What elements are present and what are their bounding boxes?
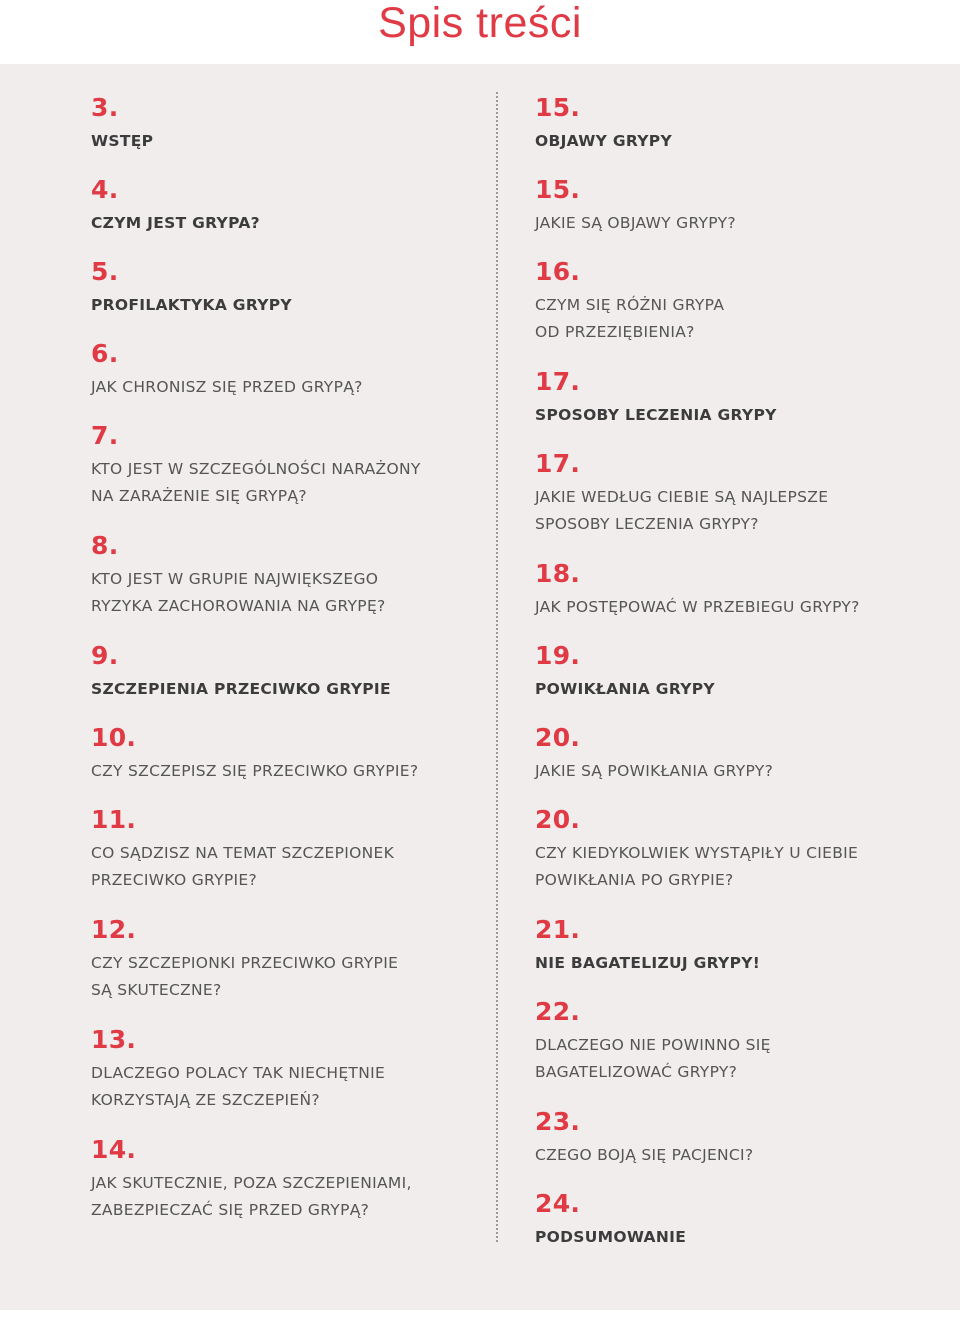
entry-title: JAKIE SĄ OBJAWY GRYPY?	[535, 214, 736, 232]
page-number: 15.	[535, 175, 581, 204]
column-divider	[496, 92, 498, 1242]
page-number: 10.	[91, 723, 137, 752]
toc-entry[interactable]	[91, 805, 491, 894]
entry-title: CZYM SIĘ RÓŻNI GRYPA OD PRZEZIĘBIENIA?	[535, 296, 725, 341]
entry-title: JAKIE SĄ POWIKŁANIA GRYPY?	[535, 762, 774, 780]
entry-title: CO SĄDZISZ NA TEMAT SZCZEPIONEK PRZECIWKO GRYPIE?	[91, 844, 395, 889]
entry-title: CZEGO BOJĄ SIĘ PACJENCI?	[535, 1146, 754, 1164]
entry-title: JAKIE WEDŁUG CIEBIE SĄ NAJLEPSZE SPOSOBY LECZENIA GRYPY?	[535, 488, 829, 533]
toc-entry[interactable]	[535, 915, 935, 977]
toc-entry[interactable]	[91, 641, 491, 703]
toc-entry[interactable]	[91, 723, 491, 785]
toc-entry[interactable]	[535, 449, 935, 538]
toc-entry[interactable]	[535, 997, 935, 1086]
page-number: 20.	[535, 723, 581, 752]
page-number: 7.	[91, 421, 119, 450]
entry-title: CZY SZCZEPIONKI PRZECIWKO GRYPIE SĄ SKUTECZNE?	[91, 954, 399, 999]
toc-entry[interactable]	[91, 257, 491, 319]
toc-entry[interactable]	[535, 641, 935, 703]
page-number: 8.	[91, 531, 119, 560]
entry-title: NIE BAGATELIZUJ GRYPY!	[535, 954, 761, 972]
toc-entry[interactable]	[91, 1025, 491, 1114]
page-title: Spis treści	[378, 0, 582, 47]
page-number: 13.	[91, 1025, 137, 1054]
page-number: 9.	[91, 641, 119, 670]
entry-title: WSTĘP	[91, 132, 154, 150]
page-number: 16.	[535, 257, 581, 286]
entry-title: CZY KIEDYKOLWIEK WYSTĄPIŁY U CIEBIE POWIKŁANIA PO GRYPIE?	[535, 844, 859, 889]
entry-title: PROFILAKTYKA GRYPY	[91, 296, 292, 314]
page-number: 17.	[535, 367, 581, 396]
toc-entry[interactable]	[535, 93, 935, 155]
toc-entry[interactable]	[535, 805, 935, 894]
toc-entry[interactable]	[91, 915, 491, 1004]
entry-title: JAK SKUTECZNIE, POZA SZCZEPIENIAMI, ZABEZPIECZAĆ SIĘ PRZED GRYPĄ?	[91, 1174, 412, 1219]
toc-entry[interactable]	[91, 421, 491, 510]
entry-title: PODSUMOWANIE	[535, 1228, 687, 1246]
page-number: 17.	[535, 449, 581, 478]
toc-entry[interactable]	[535, 257, 935, 346]
entry-title: SZCZEPIENIA PRZECIWKO GRYPIE	[91, 680, 391, 698]
page-number: 11.	[91, 805, 137, 834]
page-number: 21.	[535, 915, 581, 944]
entry-title: POWIKŁANIA GRYPY	[535, 680, 715, 698]
toc-entry[interactable]	[91, 339, 491, 401]
page-number: 18.	[535, 559, 581, 588]
page-number: 4.	[91, 175, 119, 204]
entry-title: KTO JEST W GRUPIE NAJWIĘKSZEGO RYZYKA ZACHOROWANIA NA GRYPĘ?	[91, 570, 386, 615]
page-number: 5.	[91, 257, 119, 286]
page-number: 19.	[535, 641, 581, 670]
toc-entry[interactable]	[91, 1135, 491, 1224]
page-number: 20.	[535, 805, 581, 834]
entry-title: CZYM JEST GRYPA?	[91, 214, 260, 232]
toc-entry[interactable]	[535, 559, 935, 621]
toc-entry[interactable]	[535, 723, 935, 785]
page-number: 14.	[91, 1135, 137, 1164]
entry-title: DLACZEGO NIE POWINNO SIĘ BAGATELIZOWAĆ GRYPY?	[535, 1036, 771, 1081]
page-number: 6.	[91, 339, 119, 368]
page-number: 12.	[91, 915, 137, 944]
page-number: 24.	[535, 1189, 581, 1218]
toc-entry[interactable]	[535, 175, 935, 237]
entry-title: SPOSOBY LECZENIA GRYPY	[535, 406, 777, 424]
page-number: 23.	[535, 1107, 581, 1136]
entry-title: KTO JEST W SZCZEGÓLNOŚCI NARAŻONY NA ZARAŻENIE SIĘ GRYPĄ?	[91, 460, 421, 505]
toc-entry[interactable]	[535, 367, 935, 429]
page-number: 22.	[535, 997, 581, 1026]
toc-entry[interactable]	[91, 93, 491, 155]
entry-title: DLACZEGO POLACY TAK NIECHĘTNIE KORZYSTAJĄ ZE SZCZEPIEŃ?	[91, 1064, 386, 1109]
toc-entry[interactable]	[91, 175, 491, 237]
toc-entry[interactable]	[91, 531, 491, 620]
toc-entry[interactable]	[535, 1189, 935, 1251]
toc-entry[interactable]	[535, 1107, 935, 1169]
entry-title: JAK CHRONISZ SIĘ PRZED GRYPĄ?	[91, 378, 363, 396]
entry-title: JAK POSTĘPOWAĆ W PRZEBIEGU GRYPY?	[535, 598, 860, 616]
entry-title: OBJAWY GRYPY	[535, 132, 672, 150]
page-number: 15.	[535, 93, 581, 122]
page-number: 3.	[91, 93, 119, 122]
entry-title: CZY SZCZEPISZ SIĘ PRZECIWKO GRYPIE?	[91, 762, 419, 780]
